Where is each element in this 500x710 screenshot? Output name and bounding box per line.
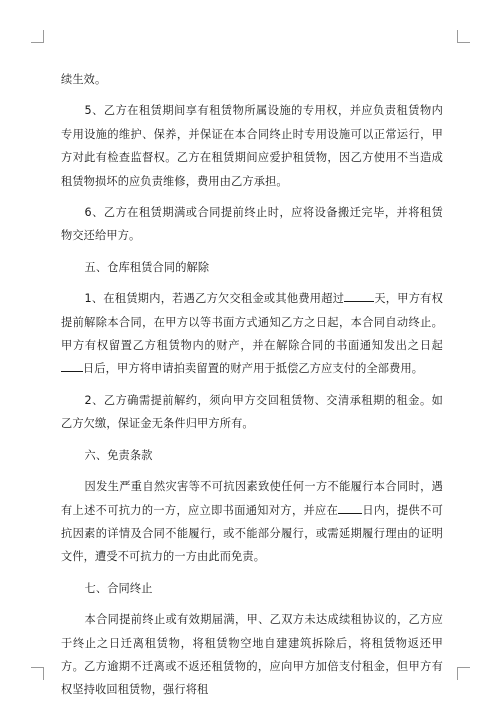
paragraph-exemption — [61, 475, 443, 569]
paragraph-contract-end: 本合同提前终止或有效期届满，甲、乙双方未达成续租协议的，乙方应于终止之日迁离租赁物，将租赁物空地自建建筑拆除后，将租赁物返还甲方。乙方逾期不迁离或不返还租赁物的，应向甲方加倍支付租金，但甲方有权坚持收回租赁物，强行将租 — [61, 613, 443, 697]
text-segment: 日内，提供不可抗因素的详情及合同不能履行，或不能部分履行，或需延期履行理由的证明文件，遭受不可抗力的一方由此而免责。 — [61, 503, 443, 564]
text-segment: 日后，甲方将申请拍卖留置的财产用于抵偿乙方应支付的全部费用。 — [83, 362, 424, 376]
text-segment: 1、在租赁期内，若遇乙方欠交租金或其他费用超过 — [84, 292, 345, 306]
crop-mark-bottom-right — [457, 667, 470, 680]
section-heading-termination: 五、仓库租赁合同的解除 — [84, 260, 210, 274]
section-heading-exemption: 六、免责条款 — [84, 448, 153, 462]
paragraph-continuation: 续生效。 — [61, 73, 107, 86]
crop-mark-top-right — [457, 30, 470, 43]
section-heading-contract-end: 七、合同终止 — [84, 581, 153, 595]
crop-mark-top-left — [31, 30, 44, 43]
text-segment: 天，甲方有权提前解除本合同，在甲方以等书面方式通知乙方之日起，本合同自动终止。甲方有权留置乙方租赁物内的财产，并在解除合同的书面通知发出之日起 — [61, 292, 443, 353]
paragraph-clause-5: 5、乙方在租赁期间享有租赁物所属设施的专用权，并应负责租赁物内专用设施的维护、保养，并保证在本合同终止时专用设施可以正常运行，甲方对此有检查监督权。乙方在租赁期间应爱护租赁物，因乙方使用不当造成租赁物损坏的应负责维修，费用由乙方承担。 — [61, 104, 443, 188]
crop-mark-bottom-left — [31, 667, 44, 680]
paragraph-clause-6: 6、乙方在租赁期满或合同提前终止时，应将设备搬迁完毕，并将租赁物交还给甲方。 — [61, 206, 443, 243]
paragraph-termination-2: 2、乙方确需提前解约，须向甲方交回租赁物、交清承租期的租金。如乙方欠缴，保证金无条件归甲方所有。 — [61, 393, 443, 431]
paragraph-termination-1 — [61, 287, 443, 381]
text-segment: 因发生严重自然灾害等不可抗因素致使任何一方不能履行本合同时，遇有上述不可抗力的一方，应立即书面通知对方，并应在 — [61, 480, 443, 517]
fill-in-blank-days — [338, 501, 362, 514]
fill-in-blank-days — [61, 359, 83, 372]
fill-in-blank-days — [344, 289, 374, 302]
document-body — [61, 68, 443, 710]
